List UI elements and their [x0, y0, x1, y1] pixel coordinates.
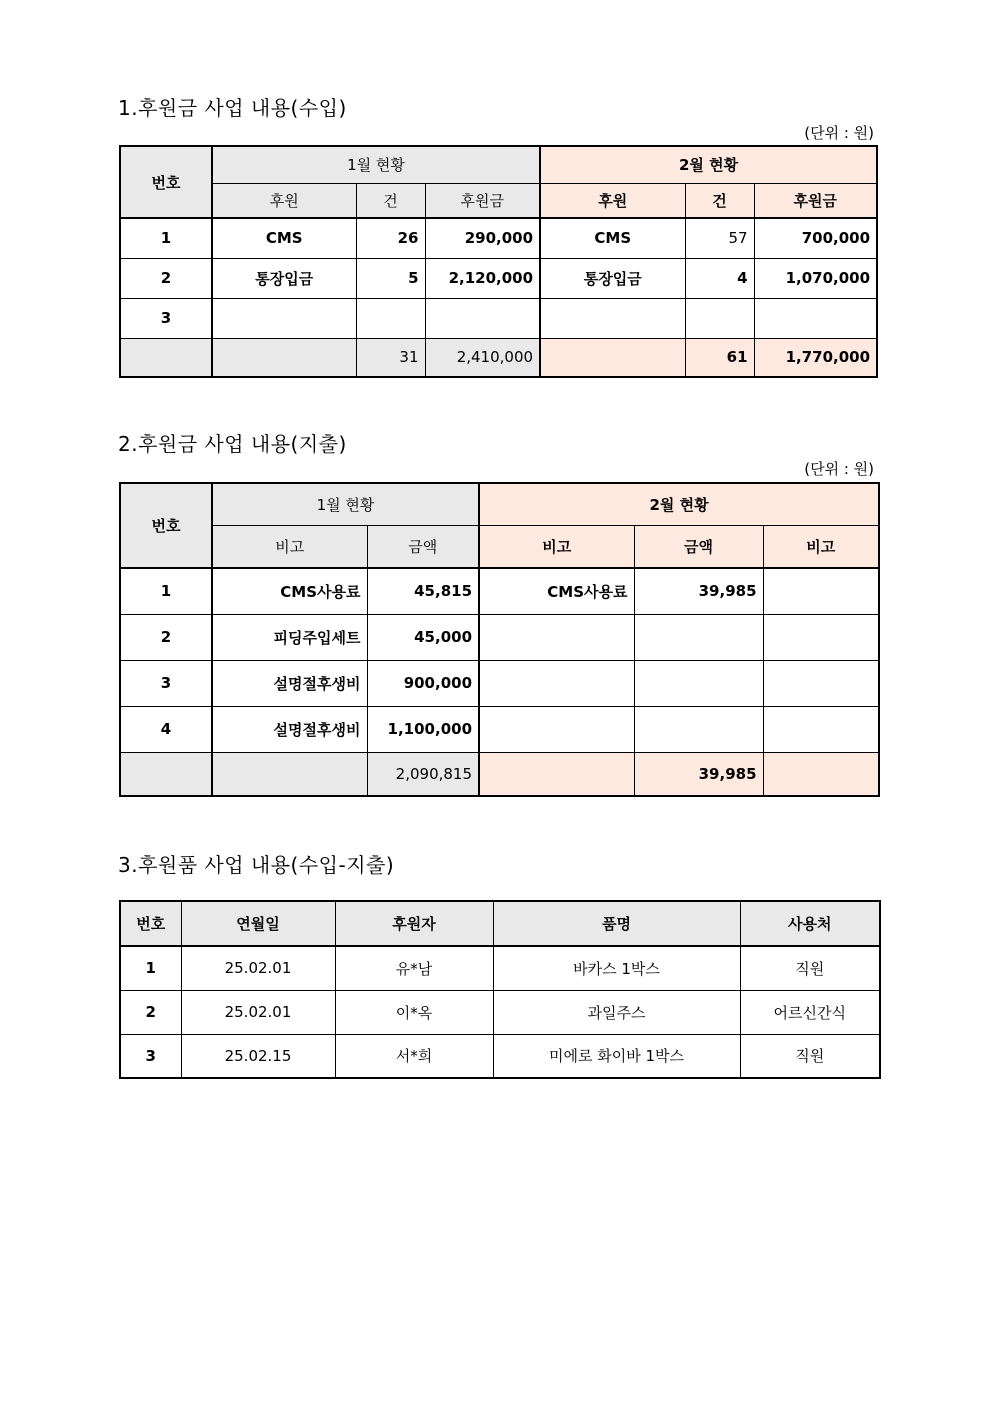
jan-count: 26 — [356, 218, 425, 258]
header-feb: 2월 현황 — [540, 146, 877, 183]
row-no: 3 — [120, 298, 212, 338]
feb-count — [685, 298, 754, 338]
row-no: 1 — [120, 218, 212, 258]
header-feb-count: 건 — [685, 183, 754, 218]
total-jan-amount: 2,090,815 — [367, 752, 479, 796]
row-no: 2 — [120, 258, 212, 298]
row-usage: 어르신간식 — [740, 990, 880, 1034]
total-feb-note-cell — [479, 752, 634, 796]
header-feb-sponsor: 후원 — [540, 183, 685, 218]
row-no: 4 — [120, 706, 212, 752]
table-row — [120, 568, 879, 614]
header-jan: 1월 현황 — [212, 146, 540, 183]
header-jan-amount: 후원금 — [425, 183, 540, 218]
total-feb-amount: 1,770,000 — [754, 338, 877, 377]
feb-count: 4 — [685, 258, 754, 298]
header-no: 번호 — [120, 146, 212, 218]
row-date: 25.02.15 — [181, 1034, 335, 1078]
jan-sponsor: 통장입금 — [212, 258, 356, 298]
row-no: 3 — [120, 660, 212, 706]
feb-remark — [763, 706, 879, 752]
feb-sponsor: 통장입금 — [540, 258, 685, 298]
total-jan-amount: 2,410,000 — [425, 338, 540, 377]
row-item: 과일주스 — [493, 990, 740, 1034]
header-jan-amount: 금액 — [367, 525, 479, 568]
income-table — [119, 145, 878, 378]
total-jan-note-cell — [212, 752, 367, 796]
section2-title: 2.후원금 사업 내용(지출) — [118, 432, 347, 456]
feb-remark — [763, 614, 879, 660]
section2-unit: (단위 : 원) — [804, 460, 874, 478]
jan-amount: 1,100,000 — [367, 706, 479, 752]
jan-sponsor: CMS — [212, 218, 356, 258]
row-date: 25.02.01 — [181, 990, 335, 1034]
table-row — [120, 1034, 880, 1078]
total-jan-sponsor-cell — [212, 338, 356, 377]
table-row — [120, 218, 877, 258]
jan-note: 설명절후생비 — [212, 660, 367, 706]
header-usage: 사용처 — [740, 901, 880, 946]
header-feb-note: 비고 — [479, 525, 634, 568]
jan-amount — [425, 298, 540, 338]
row-item: 바카스 1박스 — [493, 946, 740, 990]
table-row — [120, 660, 879, 706]
row-no: 1 — [120, 946, 181, 990]
header-feb-amount: 후원금 — [754, 183, 877, 218]
row-no: 2 — [120, 614, 212, 660]
total-jan-count: 31 — [356, 338, 425, 377]
feb-amount — [634, 614, 763, 660]
section3-title: 3.후원품 사업 내용(수입-지출) — [118, 853, 395, 877]
feb-note — [479, 706, 634, 752]
total-row — [120, 338, 877, 377]
table-row — [120, 706, 879, 752]
header-feb-amount: 금액 — [634, 525, 763, 568]
header-item: 품명 — [493, 901, 740, 946]
feb-amount — [634, 706, 763, 752]
jan-note: CMS사용료 — [212, 568, 367, 614]
feb-amount — [754, 298, 877, 338]
table-row — [120, 614, 879, 660]
section1-title: 1.후원금 사업 내용(수입) — [118, 96, 347, 120]
goods-table — [119, 900, 881, 1079]
header-feb-remark: 비고 — [763, 525, 879, 568]
jan-amount: 2,120,000 — [425, 258, 540, 298]
header-jan-note: 비고 — [212, 525, 367, 568]
feb-amount: 1,070,000 — [754, 258, 877, 298]
jan-amount: 900,000 — [367, 660, 479, 706]
feb-sponsor: CMS — [540, 218, 685, 258]
feb-remark — [763, 568, 879, 614]
jan-count: 5 — [356, 258, 425, 298]
row-date: 25.02.01 — [181, 946, 335, 990]
total-feb-remark-cell — [763, 752, 879, 796]
total-no-cell — [120, 752, 212, 796]
feb-note — [479, 660, 634, 706]
total-feb-amount: 39,985 — [634, 752, 763, 796]
row-donor: 이*옥 — [335, 990, 493, 1034]
jan-note: 피딩주입세트 — [212, 614, 367, 660]
jan-note: 설명절후생비 — [212, 706, 367, 752]
feb-note — [479, 614, 634, 660]
expense-table — [119, 482, 880, 797]
feb-amount: 700,000 — [754, 218, 877, 258]
jan-amount: 290,000 — [425, 218, 540, 258]
row-no: 2 — [120, 990, 181, 1034]
jan-amount: 45,000 — [367, 614, 479, 660]
header-jan-sponsor: 후원 — [212, 183, 356, 218]
table-row — [120, 990, 880, 1034]
header-jan-count: 건 — [356, 183, 425, 218]
header-no: 번호 — [120, 901, 181, 946]
table-row — [120, 258, 877, 298]
feb-note: CMS사용료 — [479, 568, 634, 614]
feb-amount: 39,985 — [634, 568, 763, 614]
table-row — [120, 946, 880, 990]
total-no-cell — [120, 338, 212, 377]
feb-remark — [763, 660, 879, 706]
header-no: 번호 — [120, 483, 212, 568]
header-date: 연월일 — [181, 901, 335, 946]
section1-unit: (단위 : 원) — [804, 124, 874, 142]
jan-sponsor — [212, 298, 356, 338]
feb-sponsor — [540, 298, 685, 338]
header-donor: 후원자 — [335, 901, 493, 946]
table-row — [120, 298, 877, 338]
total-row — [120, 752, 879, 796]
jan-amount: 45,815 — [367, 568, 479, 614]
row-donor: 서*희 — [335, 1034, 493, 1078]
row-item: 미에로 화이바 1박스 — [493, 1034, 740, 1078]
row-usage: 직원 — [740, 946, 880, 990]
total-feb-count: 61 — [685, 338, 754, 377]
header-jan: 1월 현황 — [212, 483, 479, 525]
row-usage: 직원 — [740, 1034, 880, 1078]
row-no: 3 — [120, 1034, 181, 1078]
feb-amount — [634, 660, 763, 706]
jan-count — [356, 298, 425, 338]
row-no: 1 — [120, 568, 212, 614]
total-feb-sponsor-cell — [540, 338, 685, 377]
header-feb: 2월 현황 — [479, 483, 879, 525]
row-donor: 유*남 — [335, 946, 493, 990]
feb-count: 57 — [685, 218, 754, 258]
